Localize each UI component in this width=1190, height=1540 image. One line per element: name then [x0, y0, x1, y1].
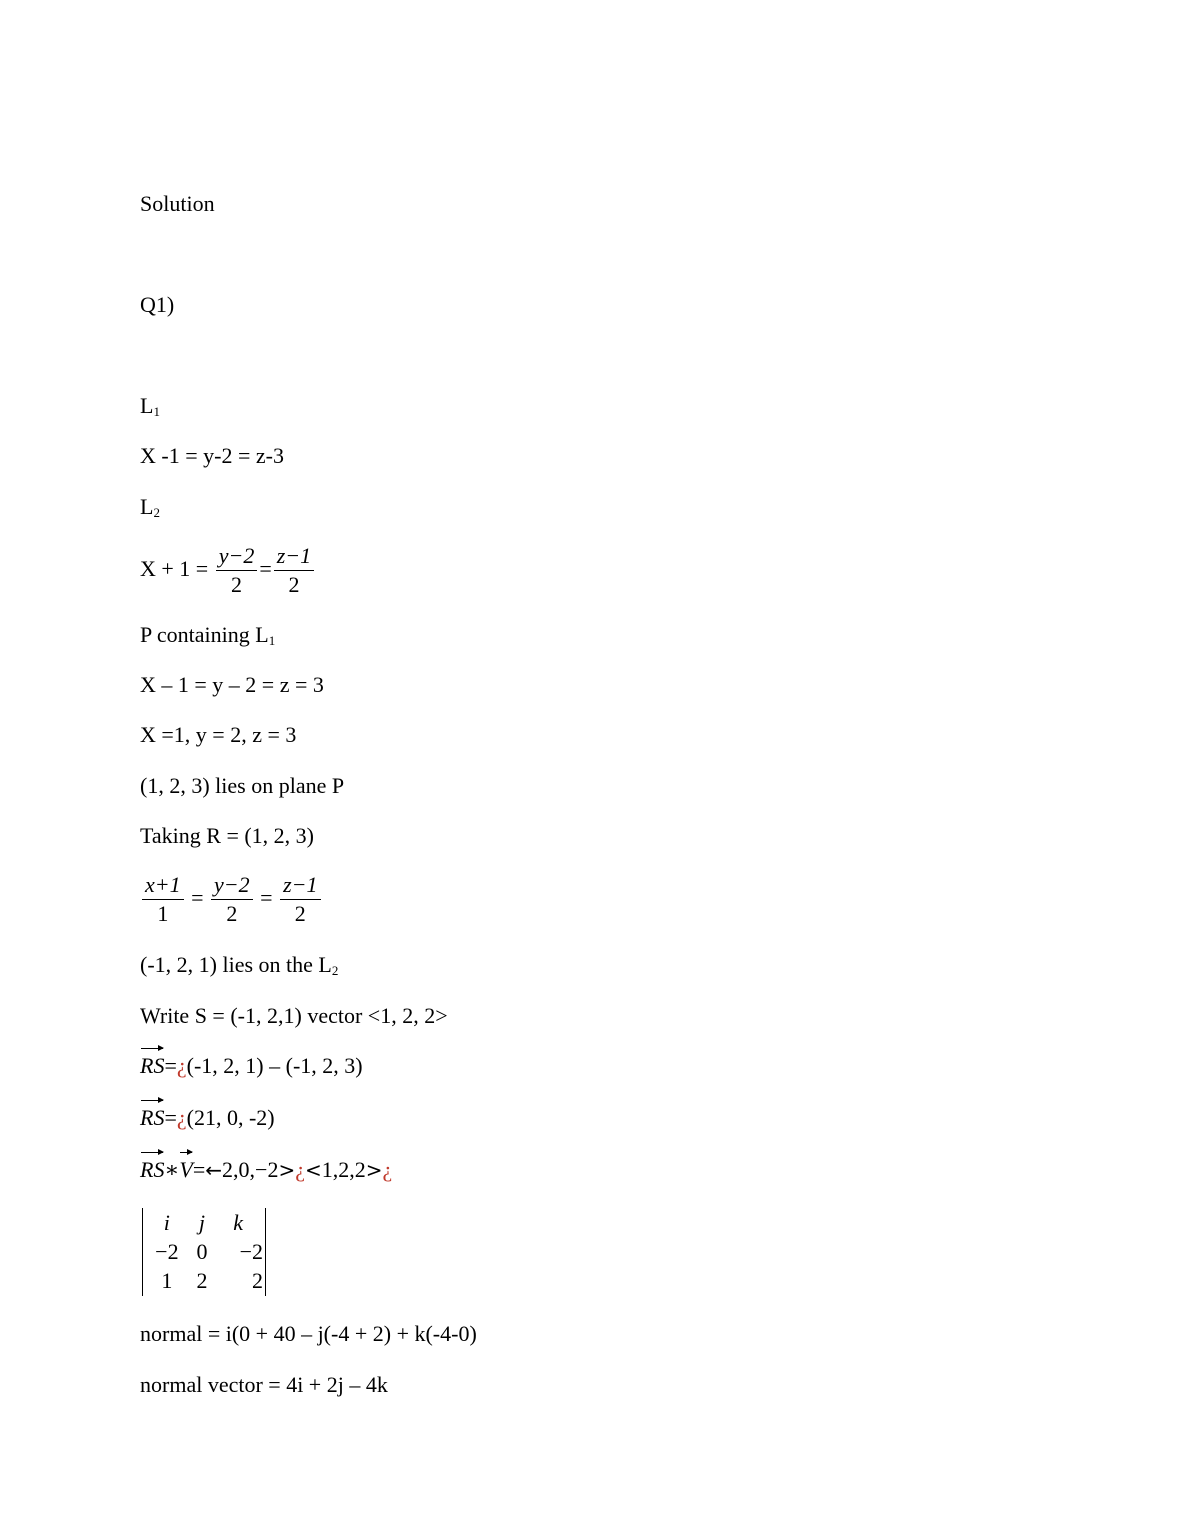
fraction-numerator: z−1	[280, 873, 320, 900]
missing-glyph-mark: ¿	[176, 1053, 187, 1078]
vector-part-1: 2,0,−2	[222, 1157, 279, 1182]
rs-equation-2	[140, 1105, 275, 1131]
p-containing-text: P containing L	[140, 622, 269, 647]
rs-vector: RS	[140, 1157, 165, 1182]
fraction-numerator: y−2	[216, 544, 258, 571]
lies-on-l2-text: (-1, 2, 1) lies on the L	[140, 952, 332, 977]
greater-than-glyph: >	[278, 1158, 296, 1182]
fraction-y	[211, 873, 253, 926]
rs-dot-v-equation	[140, 1157, 392, 1183]
heading-solution: Solution	[140, 191, 215, 216]
missing-glyph-mark: ¿	[382, 1157, 393, 1182]
normal-vector-equation: normal vector = 4i + 2j – 4k	[140, 1372, 388, 1397]
l2-letter: L	[140, 494, 154, 519]
matrix-cell: k	[233, 1209, 243, 1235]
matrix-cell: i	[163, 1209, 170, 1235]
line-x1-equation: X – 1 = y – 2 = z = 3	[140, 672, 324, 697]
l2-fraction-1	[216, 544, 258, 597]
equals-sign: =	[164, 1053, 177, 1078]
determinant-row	[143, 1208, 265, 1237]
l1-subscript: 1	[153, 404, 160, 419]
rs-equation-1	[140, 1053, 363, 1079]
p-containing-line	[140, 622, 275, 654]
equals-sign: =	[164, 1105, 177, 1130]
matrix-cell: 2	[252, 1268, 263, 1294]
less-than-glyph: <	[305, 1158, 322, 1182]
l2-equals: =	[259, 556, 272, 581]
vector-part-2: 1,2,2	[321, 1157, 366, 1182]
fraction-denominator: 2	[288, 572, 300, 598]
line-l2-label	[140, 494, 160, 526]
fraction-denominator: 1	[157, 901, 169, 927]
p-containing-subscript: 1	[268, 633, 276, 648]
fraction-x	[142, 873, 184, 926]
lies-on-l2-line	[140, 952, 338, 984]
normal-equation: normal = i(0 + 40 – j(-4 + 2) + k(-4-0)	[140, 1321, 477, 1346]
matrix-cell: −2	[155, 1238, 179, 1264]
determinant-table	[143, 1208, 265, 1296]
determinant-row	[143, 1267, 265, 1296]
fraction-numerator: z−1	[274, 544, 314, 571]
matrix-cell: j	[198, 1209, 205, 1235]
v-vector: V	[179, 1157, 193, 1182]
fraction-denominator: 2	[226, 901, 238, 927]
equals-sign: =	[254, 885, 279, 910]
line-l1-label	[140, 393, 160, 425]
rs-expression: (21, 0, -2)	[186, 1105, 275, 1130]
rs-vector: RS	[140, 1053, 165, 1078]
l2-subscript: 2	[153, 505, 160, 520]
l2-lhs: X + 1 =	[140, 556, 214, 581]
fraction-numerator: y−2	[211, 873, 253, 900]
greater-than-glyph: >	[365, 1158, 383, 1182]
missing-glyph-mark: ¿	[295, 1157, 305, 1182]
fraction-denominator: 2	[231, 572, 243, 598]
line-x-values: X =1, y = 2, z = 3	[140, 722, 297, 747]
lies-on-plane-text: (1, 2, 3) lies on plane P	[140, 773, 345, 798]
rs-vector: RS	[140, 1105, 165, 1130]
l1-letter: L	[140, 393, 154, 418]
rs-expression: (-1, 2, 1) – (-1, 2, 3)	[186, 1053, 363, 1078]
fraction-numerator: x+1	[142, 873, 184, 900]
matrix-cell: 2	[196, 1268, 208, 1294]
equals-sign: =	[185, 885, 210, 910]
fraction-equation-line	[140, 870, 323, 926]
matrix-cell: 1	[161, 1268, 173, 1294]
equals-sign: =	[192, 1157, 206, 1182]
determinant-row	[143, 1237, 265, 1266]
fraction-z	[280, 873, 320, 926]
determinant-matrix	[142, 1208, 266, 1296]
line-l2-equation	[140, 541, 316, 597]
question-label: Q1)	[140, 292, 175, 317]
lies-on-l2-subscript: 2	[331, 963, 339, 978]
matrix-cell: 0	[196, 1238, 208, 1264]
matrix-cell: −2	[239, 1238, 263, 1264]
write-s-text: Write S = (-1, 2,1) vector <1, 2, 2>	[140, 1003, 448, 1028]
line-l1-equation: X -1 = y-2 = z-3	[140, 443, 284, 468]
operator-star: ∗	[164, 1157, 180, 1182]
taking-r-text: Taking R = (1, 2, 3)	[140, 823, 315, 848]
l2-fraction-2	[274, 544, 314, 597]
fraction-denominator: 2	[294, 901, 306, 927]
left-arrow-glyph: ←	[205, 1158, 223, 1182]
missing-glyph-mark: ¿	[176, 1105, 187, 1130]
